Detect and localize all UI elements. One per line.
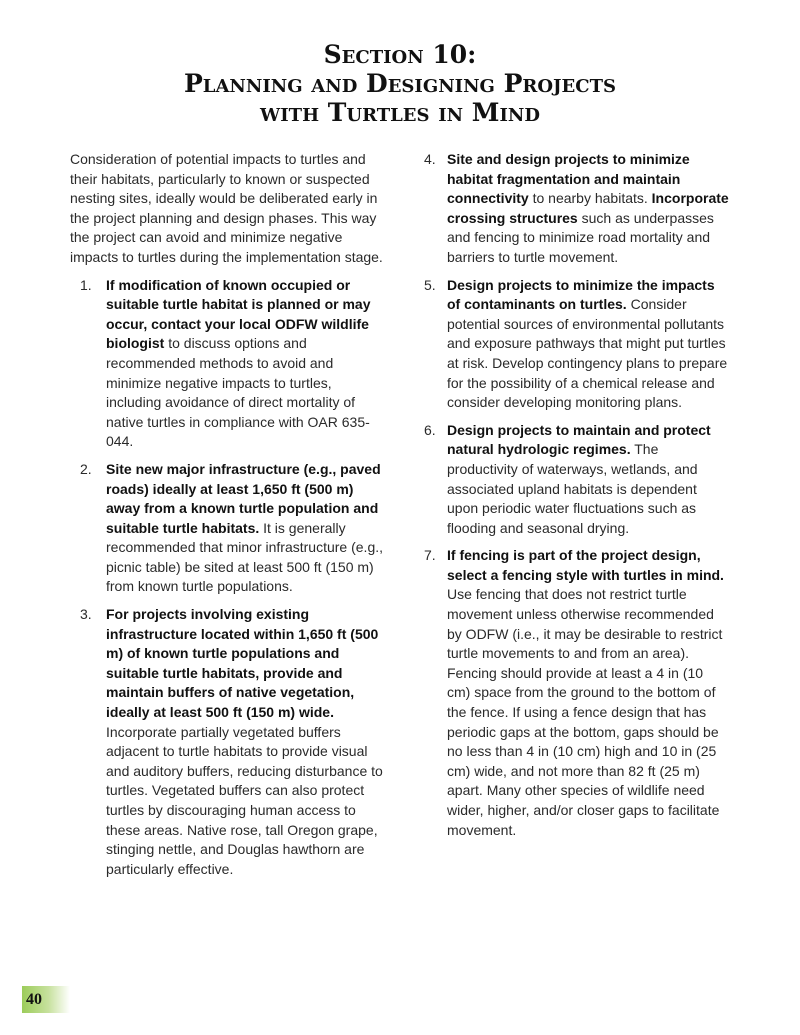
list-item-text: It is generally recommended that minor infrastructure (e.g., picnic table) be sited at least 500 ft (150 m) from known turtle populations. <box>106 519 384 595</box>
list-item-text: Incorporate partially vegetated buffers adjacent to turtle habitats to provide visual and auditory buffers, reducing disturbance to turtles. Vegetated buffers can also protect turtles by discouraging human access to these areas. Native rose, tall Oregon grape, stinging nettle, and Douglas hawthorn are particularly effective. <box>106 723 383 877</box>
list-item-number: 2. <box>80 460 92 477</box>
list-item <box>424 546 730 840</box>
list-item <box>70 276 390 452</box>
list-item-text-2: such as underpasses and fencing to minimize road mortality and barriers to turtle movement. <box>447 209 714 265</box>
list-item-number: 5. <box>424 276 436 293</box>
list-item-heading: If fencing is part of the project design, select a fencing style with turtles in mind. <box>447 547 724 583</box>
list-item <box>70 605 390 879</box>
section-title-line-1: Section 10: <box>323 40 477 69</box>
list-item-text: to discuss options and recommended methods to avoid and minimize negative impacts to turtles, including avoidance of direct mortality of native turtles in compliance with OAR 635-044. <box>106 335 370 450</box>
section-title-line-2: Planning and Designing Projects <box>184 69 616 98</box>
list-item-number: 3. <box>80 606 92 623</box>
list-item <box>70 460 390 597</box>
recommendation-list-right <box>424 150 730 840</box>
list-item <box>424 150 730 268</box>
page-number: 40 <box>22 986 70 1013</box>
list-item-heading: Site and design projects to minimize habitat fragmentation and maintain connectivity <box>447 151 690 207</box>
list-item-heading: If modification of known occupied or suitable turtle habitat is planned or may occur, contact your local ODFW wildlife biologist <box>106 276 371 352</box>
section-title-line-3: with Turtles in Mind <box>260 98 540 127</box>
left-column <box>70 150 390 887</box>
list-item-number: 1. <box>80 276 92 293</box>
list-item-heading: For projects involving existing infrastructure located within 1,650 ft (500 m) of known turtle populations and suitable turtle habitats, provide and maintain buffers of native vegetation, ideally at least 500 ft (150 m) wide. <box>106 606 379 721</box>
intro-paragraph: Consideration of potential impacts to turtles and their habitats, particularly to known or suspected nesting sites, ideally would be deliberated early in the project planning and design phases. This way the project can avoid and minimize negative impacts to turtles during the implementation stage. <box>70 151 383 265</box>
list-item-text: Use fencing that does not restrict turtle movement unless otherwise recommended by ODFW (i.e., it may be desirable to restrict turtle movements to and from an area). Fencing should provide at least a 4 in (10 cm) space from the ground to the bottom of the fence. If using a fence design that has periodic gaps at the bottom, gaps should be no less than 4 in (10 cm) high and 10 in (25 cm) wide, and not more than 82 ft (25 m) apart. Many other species of wildlife need wider, higher, and/or closer gaps to facilitate movement. <box>447 586 723 838</box>
list-item <box>424 421 730 539</box>
list-item <box>424 276 730 413</box>
list-item-heading: Design projects to maintain and protect natural hydrologic regimes. <box>447 421 711 458</box>
list-item-text: Consider potential sources of environmental pollutants and exposure pathways that might put turtles at risk. Develop contingency plans to prepare for the possibility of a chemical release and consider developing monitoring plans. <box>447 296 728 411</box>
list-item-number: 4. <box>424 151 436 167</box>
list-item-number: 6. <box>424 421 436 438</box>
list-item-heading: Design projects to minimize the impacts of contaminants on turtles. <box>447 276 715 313</box>
section-title <box>0 40 800 127</box>
right-column <box>424 150 730 848</box>
recommendation-list-left <box>70 276 390 880</box>
list-item-text: The productivity of waterways, wetlands, and associated upland habitats is dependent upon periodic water fluctuations such as flooding and seasonal drying. <box>447 441 698 536</box>
list-item-heading: Site new major infrastructure (e.g., paved roads) ideally at least 1,650 ft (500 m) away from a known turtle population and suitable turtle habitats. <box>106 460 381 536</box>
list-item-number: 7. <box>424 547 436 564</box>
list-item-heading-2: Incorporate crossing structures <box>447 190 729 226</box>
list-item-text: to nearby habitats. <box>528 190 652 207</box>
